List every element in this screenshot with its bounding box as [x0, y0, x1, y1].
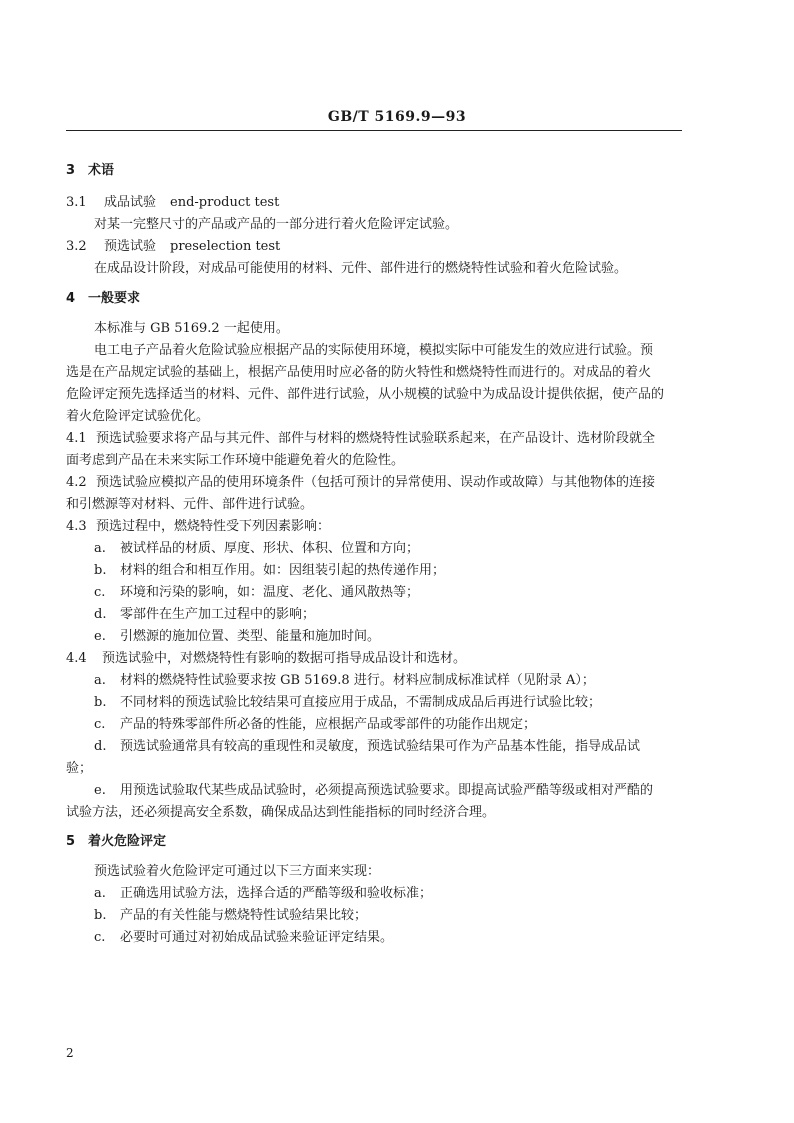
list-item: a. 正确选用试验方法，选择合适的严酷等级和验收标准； — [94, 886, 433, 901]
clause-4-2-line-2: 和引燃源等对材料、元件、部件进行试验。 — [66, 497, 314, 512]
list-item: b. 产品的有关性能与燃烧特性试验结果比较； — [94, 908, 368, 923]
section-4-paragraph-1: 本标准与 GB 5169.2 一起使用。 — [94, 321, 289, 336]
list-item: e. 用预选试验取代某些成品试验时，必须提高预选试验要求。即提高试验严酷等级或相对严酷的 — [94, 783, 654, 798]
section-4-paragraph-2-line-2: 选是在产品规定试验的基础上，根据产品使用时应必备的防火特性和燃烧特性而进行的。对成品的着火 — [66, 365, 652, 380]
section-4-paragraph-2-line-3: 危险评定预先选择适当的材料、元件、部件进行试验，从小规模的试验中为成品设计提供依据，使产品的 — [66, 387, 665, 402]
list-item-continuation: 验； — [66, 761, 93, 776]
list-item-continuation: 试验方法，还必须提高安全系数，确保成品达到性能指标的同时经济合理。 — [66, 805, 496, 820]
clause-4-4-intro: 4.4 预选试验中，对燃烧特性有影响的数据可指导成品设计和选材。 — [66, 651, 467, 666]
list-item: d. 零部件在生产加工过程中的影响； — [94, 607, 316, 622]
clause-4-1-line-1: 4.1 预选试验要求将产品与其元件、部件与材料的燃烧特性试验联系起来，在产品设计、选材阶段就全 — [66, 431, 656, 446]
term-3-1-definition: 对某一完整尺寸的产品或产品的一部分进行着火危险评定试验。 — [94, 217, 459, 232]
list-item: b. 材料的组合和相互作用。如：因组装引起的热传递作用； — [94, 563, 446, 578]
clause-4-3-intro: 4.3 预选过程中，燃烧特性受下列因素影响： — [66, 519, 331, 534]
term-3-2: 3.2 预选试验 preselection test — [66, 239, 281, 254]
page-number: 2 — [66, 1046, 74, 1060]
list-item: b. 不同材料的预选试验比较结果可直接应用于成品，不需制成成品后再进行试验比较； — [94, 695, 602, 710]
list-item: d. 预选试验通常具有较高的重现性和灵敏度，预选试验结果可作为产品基本性能，指导成品试 — [94, 739, 641, 754]
standard-code-header: GB/T 5169.9—93 — [327, 109, 467, 125]
section-4-paragraph-2-line-4: 着火危险评定试验优化。 — [66, 409, 210, 424]
term-3-1: 3.1 成品试验 end-product test — [66, 195, 280, 210]
section-3-heading: 3 术语 — [66, 163, 115, 178]
section-4-paragraph-2-line-1: 电工电子产品着火危险试验应根据产品的实际使用环境，模拟实际中可能发生的效应进行试验。预 — [94, 343, 654, 358]
list-item: c. 产品的特殊零部件所必备的性能，应根据产品或零部件的功能作出规定； — [94, 717, 537, 732]
header-rule — [66, 130, 682, 131]
list-item: a. 被试样品的材质、厚度、形状、体积、位置和方向； — [94, 541, 420, 556]
section-4-heading: 4 一般要求 — [66, 291, 141, 306]
list-item: a. 材料的燃烧特性试验要求按 GB 5169.8 进行。材料应制成标准试样（见附录 A）； — [94, 673, 595, 688]
section-5-intro: 预选试验着火危险评定可通过以下三方面来实现： — [94, 864, 381, 879]
list-item: c. 必要时可通过对初始成品试验来验证评定结果。 — [94, 930, 394, 945]
list-item: e. 引燃源的施加位置、类型、能量和施加时间。 — [94, 629, 381, 644]
section-5-heading: 5 着火危险评定 — [66, 834, 167, 849]
list-item: c. 环境和污染的影响，如：温度、老化、通风散热等； — [94, 585, 420, 600]
clause-4-1-line-2: 面考虑到产品在未来实际工作环境中能避免着火的危险性。 — [66, 453, 405, 468]
term-3-2-definition: 在成品设计阶段，对成品可能使用的材料、元件、部件进行的燃烧特性试验和着火危险试验。 — [94, 261, 628, 276]
clause-4-2-line-1: 4.2 预选试验应模拟产品的使用环境条件（包括可预计的异常使用、误动作或故障）与其他物体的连接 — [66, 475, 656, 490]
